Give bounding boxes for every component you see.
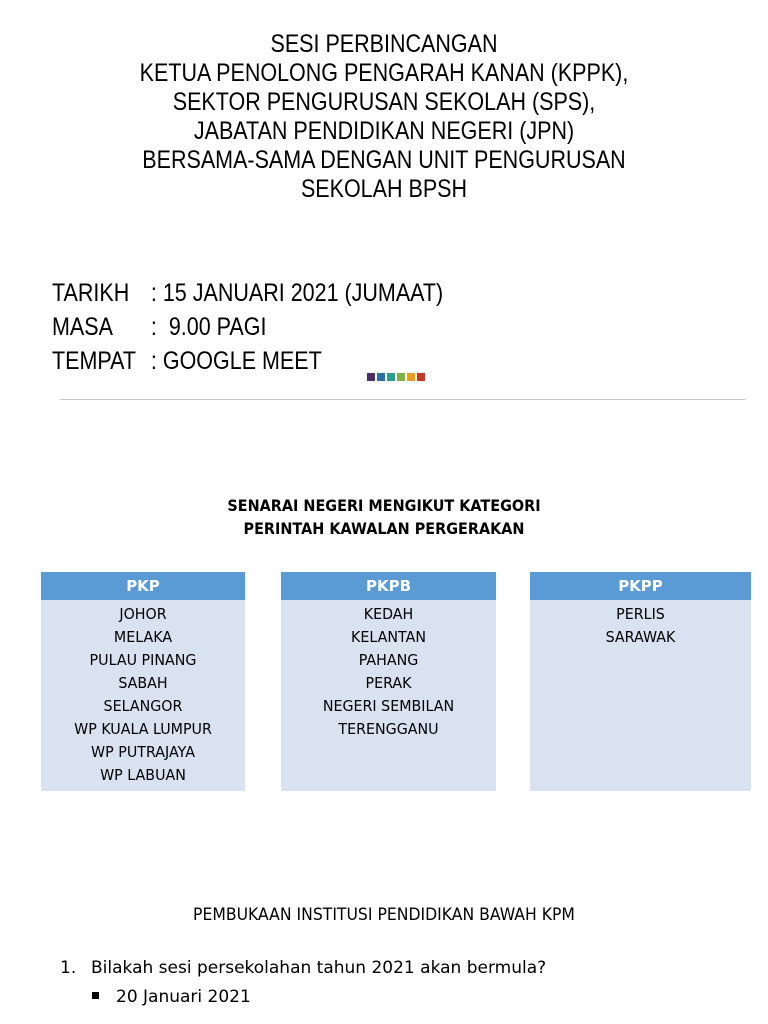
question-number: 1.: [60, 958, 77, 978]
category-table-pkpb: [281, 572, 496, 791]
meeting-details: [52, 276, 443, 378]
title-line: SEKTOR PENGURUSAN SEKOLAH (SPS),: [172, 88, 596, 116]
color-dot: [367, 373, 375, 381]
state-item: PERAK: [365, 674, 412, 692]
state-list: [530, 600, 751, 649]
state-item: SELANGOR: [103, 697, 183, 715]
title-line: SESI PERBINCANGAN: [270, 30, 498, 58]
states-heading-line1: SENARAI NEGERI MENGIKUT KATEGORI: [227, 496, 541, 515]
color-dot: [417, 373, 425, 381]
state-item: JOHOR: [119, 605, 167, 623]
state-item: NEGERI SEMBILAN: [322, 697, 455, 715]
decorative-color-dots: [367, 373, 425, 381]
state-item: MELAKA: [113, 628, 173, 646]
time-label: MASA: [52, 313, 113, 341]
state-item: KEDAH: [363, 605, 414, 623]
title-line: SEKOLAH BPSH: [300, 175, 468, 203]
answer-text: 20 Januari 2021: [116, 987, 251, 1007]
state-item: PAHANG: [358, 651, 419, 669]
state-list: [41, 600, 245, 787]
date-label: TARIKH: [52, 279, 130, 307]
states-section-heading: [38, 494, 729, 540]
faq-answer: [92, 985, 251, 1009]
color-dot: [387, 373, 395, 381]
category-header: PKPP: [530, 572, 751, 600]
place-label: TEMPAT: [52, 347, 137, 375]
color-dot: [377, 373, 385, 381]
category-table-pkp: [41, 572, 245, 791]
color-dot: [397, 373, 405, 381]
time-value: : 9.00 PAGI: [150, 313, 267, 341]
state-item: SABAH: [118, 674, 168, 692]
date-row: [52, 276, 443, 310]
state-item: WP LABUAN: [100, 766, 186, 784]
question-text: Bilakah sesi persekolahan tahun 2021 akan bermula?: [91, 958, 547, 978]
place-value: : GOOGLE MEET: [150, 347, 322, 375]
document-title: [54, 30, 714, 204]
title-line: JABATAN PENDIDIKAN NEGERI (JPN): [193, 117, 575, 145]
color-dot: [407, 373, 415, 381]
state-item: PERLIS: [616, 605, 665, 623]
state-item: KELANTAN: [350, 628, 427, 646]
category-header: PKPB: [281, 572, 496, 600]
states-heading-line2: PERINTAH KAWALAN PERGERAKAN: [243, 519, 525, 538]
square-bullet-icon: [92, 992, 99, 999]
page-divider: [60, 399, 746, 400]
date-value: : 15 JANUARI 2021 (JUMAAT): [150, 279, 444, 307]
state-item: WP PUTRAJAYA: [91, 743, 195, 761]
time-row: [52, 310, 443, 344]
opening-section-heading: PEMBUKAAN INSTITUSI PENDIDIKAN BAWAH KPM: [193, 905, 575, 925]
state-item: TERENGGANU: [338, 720, 439, 738]
state-item: PULAU PINANG: [89, 651, 197, 669]
category-header: PKP: [41, 572, 245, 600]
category-table-pkpp: [530, 572, 751, 791]
faq-question: [60, 956, 546, 980]
state-list: [281, 600, 496, 741]
state-item: SARAWAK: [605, 628, 676, 646]
state-item: WP KUALA LUMPUR: [74, 720, 212, 738]
title-line: BERSAMA-SAMA DENGAN UNIT PENGURUSAN: [142, 146, 626, 174]
title-line: KETUA PENOLONG PENGARAH KANAN (KPPK),: [139, 59, 629, 87]
